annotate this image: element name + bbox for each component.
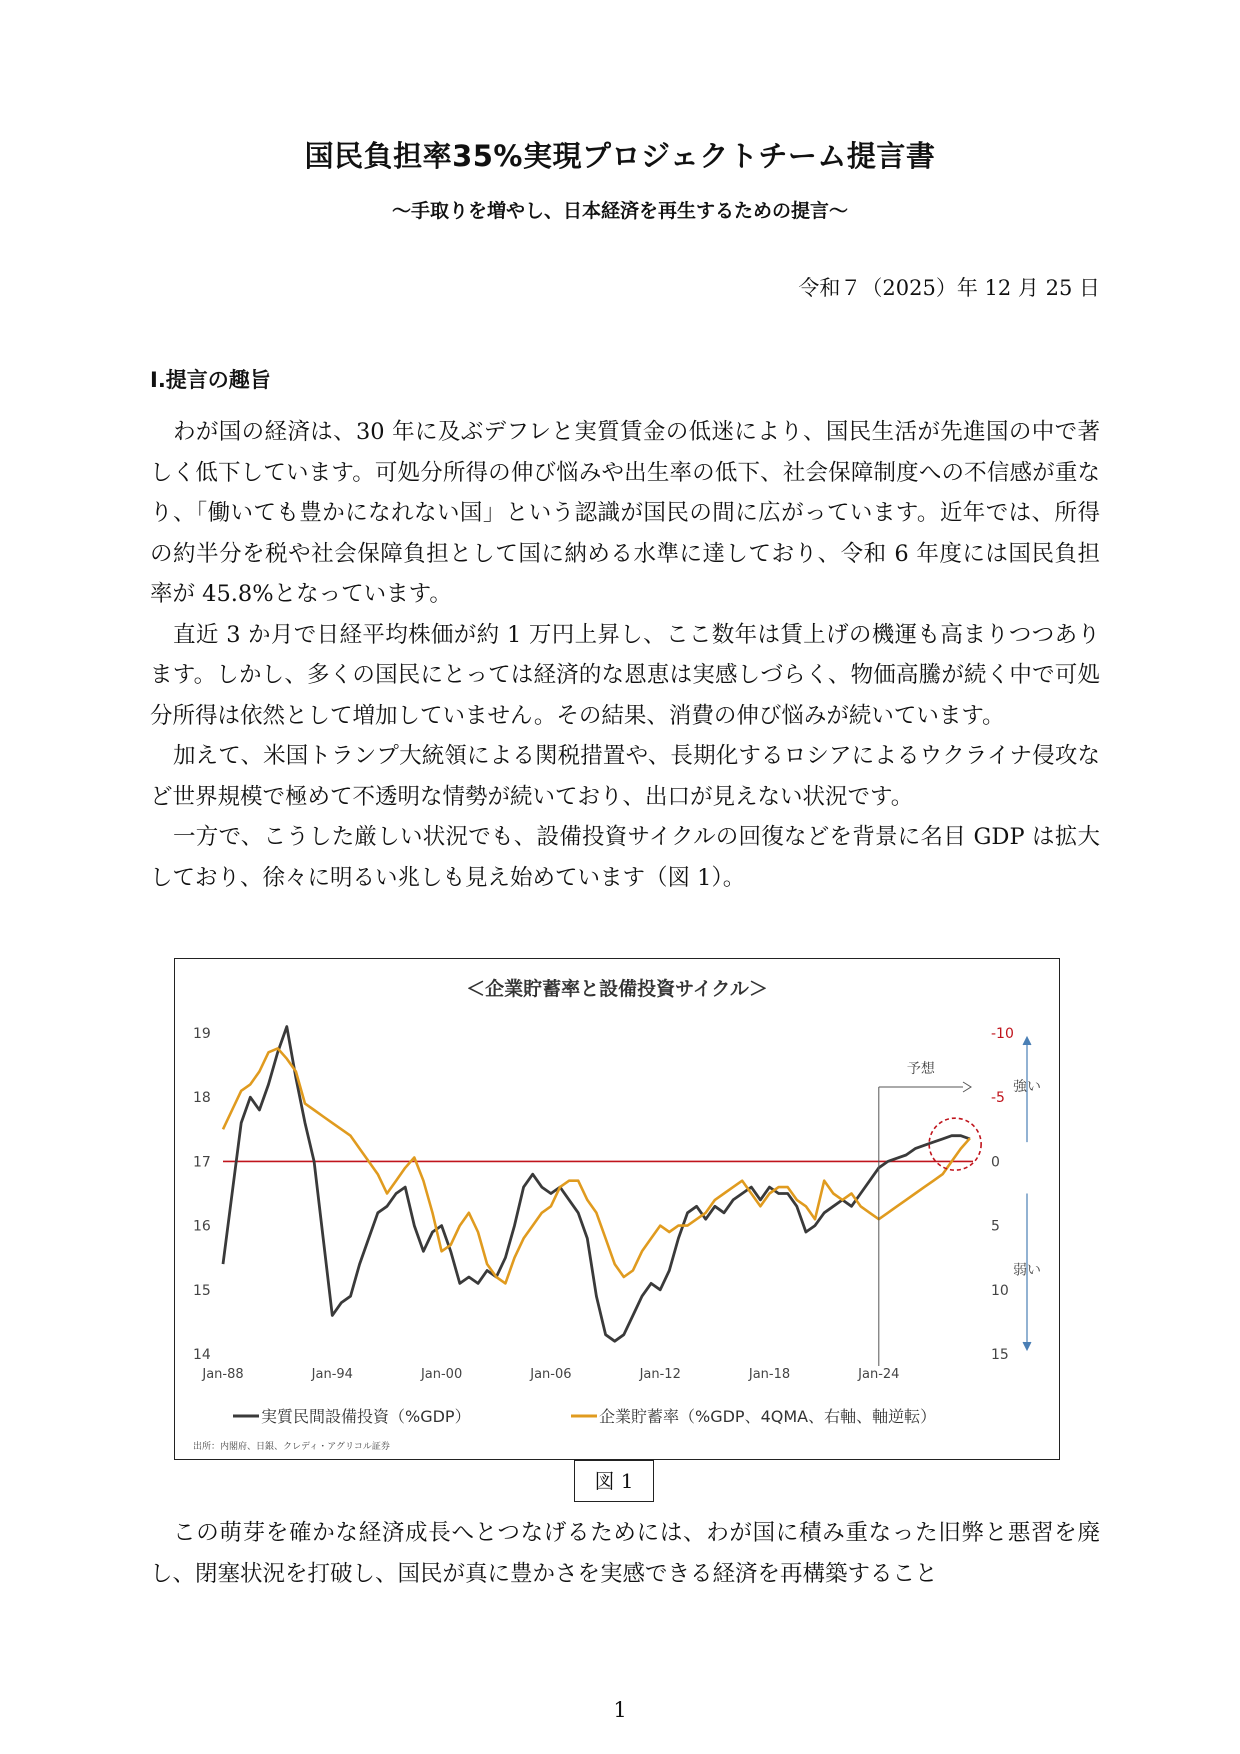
legend-label-savings: 企業貯蓄率（%GDP、4QMA、右軸、軸逆転）	[599, 1407, 937, 1426]
strong-label: 強い	[1013, 1078, 1041, 1095]
paragraph-4: 一方で、こうした厳しい状況でも、設備投資サイクルの回復などを背景に名目 GDP は拡大しており、徐々に明るい兆しも見え始めています（図 1）。	[150, 824, 1100, 891]
chart-svg	[175, 959, 1059, 1459]
right-tick-label: 5	[991, 1218, 1000, 1235]
right-tick-label: -5	[991, 1090, 1005, 1107]
x-tick-label: Jan-88	[202, 1367, 244, 1382]
paragraph-3: 加えて、米国トランプ大統領による関税措置や、長期化するロシアによるウクライナ侵攻など世界規模で極めて不透明な情勢が続いており、出口が見えない状況です。	[150, 743, 1100, 810]
x-tick-label: Jan-00	[420, 1367, 463, 1382]
x-tick-label: Jan-18	[748, 1367, 791, 1382]
forecast-label: 予想	[906, 1061, 935, 1077]
paragraph-after-figure: この萌芽を確かな経済成長へとつなげるためには、わが国に積み重なった旧弊と悪習を廃し、閉塞状況を打破し、国民が真に豊かさを実感できる経済を再構築すること	[150, 1520, 1100, 1587]
page-number: 1	[613, 1698, 627, 1722]
left-tick-label: 19	[193, 1026, 211, 1042]
figure-chart	[174, 958, 1060, 1460]
chart-source-note: 出所：内閣府、日銀、クレディ・アグリコル証券	[193, 1442, 390, 1452]
left-tick-label: 14	[193, 1347, 211, 1363]
x-tick-label: Jan-12	[639, 1367, 681, 1382]
paragraph-2: 直近 3 か月で日経平均株価が約 1 万円上昇し、ここ数年は賃上げの機運も高まりつつあります。しかし、多くの国民にとっては経済的な恩恵は実感しづらく、物価高騰が続く中で可処分所得は依然として増加していません。その結果、消費の伸び悩みが続いています。	[150, 621, 1100, 729]
series-line-savings	[223, 1048, 970, 1283]
left-tick-label: 18	[193, 1090, 211, 1107]
paragraph-1: わが国の経済は、30 年に及ぶデフレと実質賃金の低迷により、国民生活が先進国の中で著しく低下しています。可処分所得の伸び悩みや出生率の低下、社会保障制度への不信感が重なり、「働いても豊かになれない国」という認識が国民の間に広がっています。近年では、所得の約半分を税や社会保障負担として国に納める水準に達しており、令和 6 年度には国民負担率が 45.8%となっています。	[150, 419, 1100, 607]
section-heading: Ⅰ.提言の趣旨	[150, 368, 271, 392]
strong-arrow-head	[1023, 1037, 1031, 1045]
left-tick-label: 17	[193, 1154, 211, 1171]
highlight-circle	[929, 1118, 981, 1170]
right-tick-label: 10	[991, 1282, 1009, 1299]
weak-arrow-head	[1023, 1342, 1031, 1350]
series-line-capex	[223, 1027, 970, 1342]
right-tick-label: 0	[991, 1154, 1000, 1171]
after-figure-paragraphs	[150, 1513, 1100, 1594]
left-tick-label: 15	[193, 1282, 211, 1299]
document-title: 国民負担率35%実現プロジェクトチーム提言書	[304, 139, 936, 173]
x-tick-label: Jan-94	[311, 1367, 353, 1382]
intro-paragraphs	[150, 412, 1100, 898]
left-tick-label: 16	[193, 1218, 211, 1235]
x-tick-label: Jan-06	[530, 1367, 572, 1382]
chart-title: ＜企業貯蓄率と設備投資サイクル＞	[466, 978, 768, 1000]
right-tick-label: -10	[991, 1026, 1014, 1042]
forecast-arrow-head	[963, 1082, 971, 1092]
weak-label: 弱い	[1013, 1262, 1041, 1279]
document-subtitle: 〜手取りを増やし、日本経済を再生するための提言〜	[391, 200, 848, 222]
right-tick-label: 15	[991, 1347, 1009, 1363]
figure-caption: 図 1	[574, 1460, 654, 1502]
x-tick-label: Jan-24	[858, 1367, 900, 1382]
legend-label-capex: 実質民間設備投資（%GDP）	[261, 1407, 471, 1426]
document-date: 令和７（2025）年 12 月 25 日	[798, 276, 1100, 300]
